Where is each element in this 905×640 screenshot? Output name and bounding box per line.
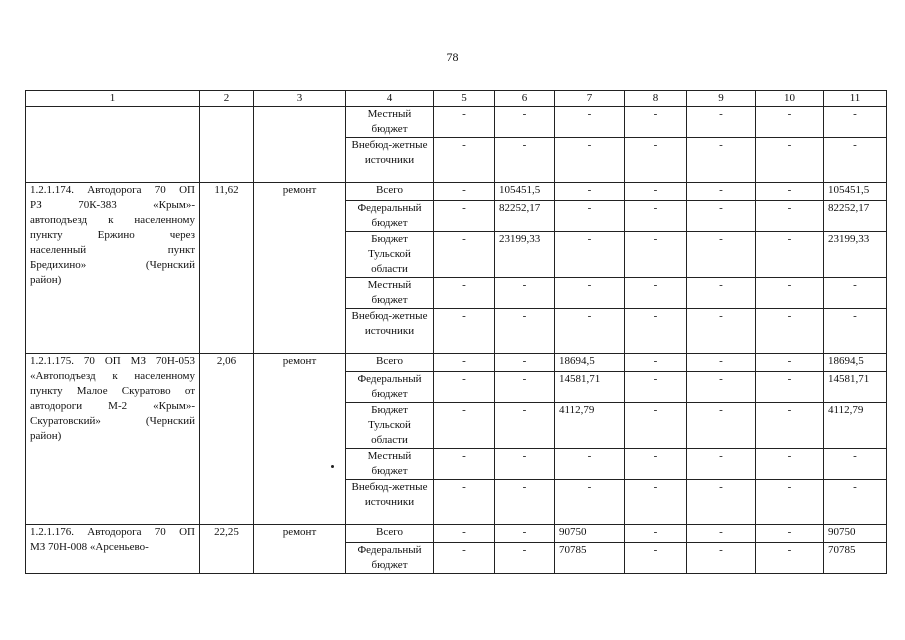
item-name-line: пункту Ержино через bbox=[30, 229, 195, 241]
col-header: 3 bbox=[254, 91, 346, 107]
value-cell: - bbox=[687, 525, 756, 543]
value-cell: - bbox=[555, 183, 625, 201]
value-cell: - bbox=[434, 309, 495, 354]
col-header: 9 bbox=[687, 91, 756, 107]
item-name-line: 1.2.1.176. Автодорога 70 ОП bbox=[30, 526, 195, 538]
value-cell: - bbox=[434, 480, 495, 525]
funding-source-cell: Местный бюджет bbox=[346, 449, 434, 480]
value-cell: - bbox=[824, 138, 887, 183]
header-row bbox=[26, 91, 887, 107]
funding-source-cell: Внебюд-жетные источники bbox=[346, 309, 434, 354]
value-cell: - bbox=[434, 354, 495, 372]
value-cell: 90750 bbox=[824, 525, 887, 543]
value-cell: 18694,5 bbox=[824, 354, 887, 372]
program-table bbox=[25, 90, 887, 574]
length-cell: 22,25 bbox=[200, 525, 254, 574]
value-cell: - bbox=[434, 372, 495, 403]
value-cell: - bbox=[687, 232, 756, 278]
value-cell: - bbox=[687, 138, 756, 183]
col-header: 1 bbox=[26, 91, 200, 107]
value-cell: - bbox=[495, 107, 555, 138]
funding-source-cell: Местный бюджет bbox=[346, 107, 434, 138]
funding-source-cell: Федеральный бюджет bbox=[346, 543, 434, 574]
table-body bbox=[26, 107, 887, 574]
value-cell: 4112,79 bbox=[555, 403, 625, 449]
value-cell: - bbox=[495, 449, 555, 480]
value-cell: - bbox=[495, 403, 555, 449]
value-cell: - bbox=[756, 183, 824, 201]
value-cell: - bbox=[434, 183, 495, 201]
value-cell: - bbox=[756, 232, 824, 278]
value-cell: - bbox=[625, 480, 687, 525]
value-cell: - bbox=[756, 309, 824, 354]
item-name-line: 1.2.1.175. 70 ОП МЗ 70Н-053 bbox=[30, 355, 195, 367]
value-cell: - bbox=[756, 372, 824, 403]
value-cell: - bbox=[756, 278, 824, 309]
value-cell: - bbox=[495, 372, 555, 403]
value-cell: - bbox=[625, 543, 687, 574]
value-cell: - bbox=[625, 278, 687, 309]
value-cell: - bbox=[434, 107, 495, 138]
value-cell: - bbox=[687, 183, 756, 201]
value-cell: - bbox=[687, 543, 756, 574]
value-cell: - bbox=[434, 278, 495, 309]
value-cell: - bbox=[687, 403, 756, 449]
value-cell: 90750 bbox=[555, 525, 625, 543]
item-name-line: 1.2.1.174. Автодорога 70 ОП bbox=[30, 184, 195, 196]
item-name-line: автоподъезд к населенному bbox=[30, 214, 195, 226]
value-cell: - bbox=[555, 449, 625, 480]
value-cell: - bbox=[555, 278, 625, 309]
table-row bbox=[26, 525, 887, 543]
value-cell: - bbox=[824, 449, 887, 480]
work-type-cell: ремонт bbox=[254, 354, 346, 525]
value-cell: - bbox=[756, 403, 824, 449]
funding-source-cell: Местный бюджет bbox=[346, 278, 434, 309]
funding-source-cell: Всего bbox=[346, 183, 434, 201]
item-name-cell bbox=[26, 525, 200, 574]
value-cell: - bbox=[434, 449, 495, 480]
length-cell: 2,06 bbox=[200, 354, 254, 525]
value-cell: - bbox=[434, 403, 495, 449]
col-header: 7 bbox=[555, 91, 625, 107]
funding-source-cell: Федеральный бюджет bbox=[346, 201, 434, 232]
value-cell: 18694,5 bbox=[555, 354, 625, 372]
value-cell: - bbox=[824, 278, 887, 309]
value-cell: - bbox=[625, 354, 687, 372]
item-name-line: район) bbox=[30, 430, 62, 442]
value-cell: - bbox=[625, 403, 687, 449]
work-type-cell bbox=[254, 107, 346, 183]
value-cell: - bbox=[824, 309, 887, 354]
value-cell: - bbox=[555, 480, 625, 525]
value-cell: - bbox=[495, 138, 555, 183]
value-cell: - bbox=[625, 138, 687, 183]
value-cell: - bbox=[495, 309, 555, 354]
value-cell: - bbox=[687, 107, 756, 138]
value-cell: - bbox=[495, 543, 555, 574]
length-cell: 11,62 bbox=[200, 183, 254, 354]
col-header: 5 bbox=[434, 91, 495, 107]
work-type-cell: ремонт bbox=[254, 183, 346, 354]
scan-speck bbox=[331, 465, 334, 468]
value-cell: 82252,17 bbox=[824, 201, 887, 232]
value-cell: - bbox=[555, 232, 625, 278]
value-cell: - bbox=[625, 372, 687, 403]
value-cell: - bbox=[625, 449, 687, 480]
item-name-cell bbox=[26, 107, 200, 183]
item-name-line: пункту Малое Скуратово от bbox=[30, 385, 195, 397]
value-cell: - bbox=[434, 138, 495, 183]
value-cell: - bbox=[756, 201, 824, 232]
value-cell: - bbox=[625, 107, 687, 138]
value-cell: - bbox=[555, 138, 625, 183]
value-cell: - bbox=[687, 278, 756, 309]
value-cell: - bbox=[756, 525, 824, 543]
value-cell: - bbox=[434, 543, 495, 574]
page-number: 78 bbox=[446, 50, 459, 64]
value-cell: - bbox=[756, 138, 824, 183]
value-cell: - bbox=[495, 525, 555, 543]
value-cell: 70785 bbox=[555, 543, 625, 574]
table-row bbox=[26, 183, 887, 201]
value-cell: - bbox=[756, 543, 824, 574]
value-cell: - bbox=[687, 201, 756, 232]
value-cell: - bbox=[687, 309, 756, 354]
item-name-line: РЗ 70К-383 «Крым»- bbox=[30, 199, 195, 211]
col-header: 6 bbox=[495, 91, 555, 107]
value-cell: 4112,79 bbox=[824, 403, 887, 449]
value-cell: - bbox=[824, 107, 887, 138]
value-cell: - bbox=[555, 201, 625, 232]
value-cell: - bbox=[756, 480, 824, 525]
value-cell: 23199,33 bbox=[495, 232, 555, 278]
item-name-line: автодороги М-2 «Крым»- bbox=[30, 400, 195, 412]
item-name-line: населенный пункт bbox=[30, 244, 195, 256]
value-cell: 82252,17 bbox=[495, 201, 555, 232]
value-cell: - bbox=[555, 107, 625, 138]
value-cell: 105451,5 bbox=[495, 183, 555, 201]
value-cell: - bbox=[756, 107, 824, 138]
value-cell: - bbox=[687, 372, 756, 403]
value-cell: - bbox=[434, 201, 495, 232]
item-name-cell bbox=[26, 183, 200, 354]
col-header: 2 bbox=[200, 91, 254, 107]
value-cell: - bbox=[625, 183, 687, 201]
value-cell: - bbox=[756, 354, 824, 372]
col-header: 11 bbox=[824, 91, 887, 107]
table-row bbox=[26, 107, 887, 138]
value-cell: 14581,71 bbox=[824, 372, 887, 403]
funding-source-cell: Внебюд-жетные источники bbox=[346, 138, 434, 183]
value-cell: - bbox=[495, 278, 555, 309]
value-cell: 70785 bbox=[824, 543, 887, 574]
value-cell: 23199,33 bbox=[824, 232, 887, 278]
funding-source-cell: Внебюд-жетные источники bbox=[346, 480, 434, 525]
value-cell: - bbox=[555, 309, 625, 354]
value-cell: 105451,5 bbox=[824, 183, 887, 201]
item-name-cell bbox=[26, 354, 200, 525]
item-name-line: Бредихино» (Чернский bbox=[30, 259, 195, 271]
table-row bbox=[26, 354, 887, 372]
funding-source-cell: Бюджет Тульской области bbox=[346, 403, 434, 449]
col-header: 8 bbox=[625, 91, 687, 107]
value-cell: - bbox=[625, 525, 687, 543]
value-cell: - bbox=[625, 309, 687, 354]
value-cell: - bbox=[756, 449, 824, 480]
funding-source-cell: Всего bbox=[346, 525, 434, 543]
value-cell: - bbox=[687, 449, 756, 480]
length-cell bbox=[200, 107, 254, 183]
value-cell: - bbox=[687, 354, 756, 372]
col-header: 10 bbox=[756, 91, 824, 107]
funding-source-cell: Федеральный бюджет bbox=[346, 372, 434, 403]
item-name-line: район) bbox=[30, 274, 62, 286]
item-name-line: МЗ 70Н-008 «Арсеньево- bbox=[30, 541, 149, 553]
work-type-cell: ремонт bbox=[254, 525, 346, 574]
value-cell: - bbox=[687, 480, 756, 525]
value-cell: - bbox=[824, 480, 887, 525]
item-name-line: Скуратовский» (Чернский bbox=[30, 415, 195, 427]
item-name-line: «Автоподъезд к населенному bbox=[30, 370, 195, 382]
value-cell: - bbox=[434, 525, 495, 543]
value-cell: - bbox=[625, 232, 687, 278]
value-cell: - bbox=[625, 201, 687, 232]
col-header: 4 bbox=[346, 91, 434, 107]
value-cell: - bbox=[495, 480, 555, 525]
value-cell: - bbox=[434, 232, 495, 278]
value-cell: - bbox=[495, 354, 555, 372]
funding-source-cell: Бюджет Тульской области bbox=[346, 232, 434, 278]
funding-source-cell: Всего bbox=[346, 354, 434, 372]
value-cell: 14581,71 bbox=[555, 372, 625, 403]
